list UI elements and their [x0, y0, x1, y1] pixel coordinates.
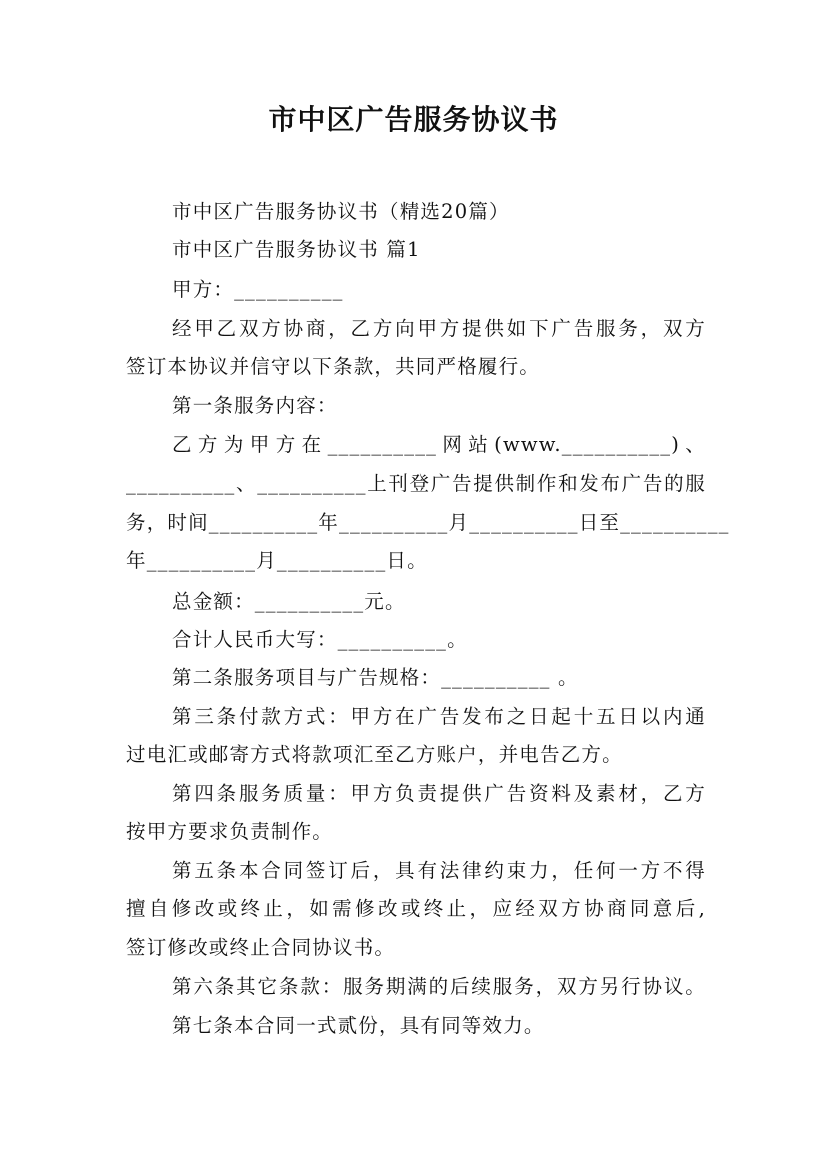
paragraph-line: 务，时间__________年__________月__________日至__________ — [126, 511, 730, 534]
paragraph-line: 乙方为甲方在__________网站(www.__________)、 — [172, 433, 706, 456]
paragraph-line: 签订修改或终止合同协议书。 — [126, 936, 396, 959]
section-heading: 市中区广告服务协议书 篇1 — [172, 238, 421, 261]
clause-line: 第二条服务项目与广告规格：__________ 。 — [172, 666, 579, 689]
subtitle-line: 市中区广告服务协议书（精选20篇） — [172, 200, 510, 223]
paragraph-line: __________、__________上刊登广告提供制作和发布广告的服 — [126, 472, 706, 495]
paragraph-line: 年__________月__________日。 — [126, 549, 428, 572]
paragraph-line: 过电汇或邮寄方式将款项汇至乙方账户，并电告乙方。 — [126, 743, 623, 766]
paragraph-line: 签订本协议并信守以下条款，共同严格履行。 — [126, 355, 541, 378]
paragraph-line: 擅自修改或终止，如需修改或终止，应经双方协商同意后, — [126, 897, 706, 920]
party-a-line: 甲方：__________ — [172, 278, 344, 301]
clause-line: 第五条本合同签订后，具有法律约束力，任何一方不得 — [172, 859, 706, 882]
clause-line: 第六条其它条款：服务期满的后续服务，双方另行协议。 — [172, 975, 706, 998]
paragraph-line: 按甲方要求负责制作。 — [126, 820, 334, 843]
clause-heading: 第一条服务内容： — [172, 394, 338, 417]
clause-line: 第四条服务质量：甲方负责提供广告资料及素材，乙方 — [172, 782, 706, 805]
clause-line: 第七条本合同一式贰份，具有同等效力。 — [172, 1014, 545, 1037]
amount-in-words-line: 合计人民币大写：__________。 — [172, 628, 468, 651]
total-amount-line: 总金额：__________元。 — [172, 590, 406, 613]
document-title: 市中区广告服务协议书 — [268, 103, 559, 136]
clause-line: 第三条付款方式：甲方在广告发布之日起十五日以内通 — [172, 705, 706, 728]
paragraph-line: 经甲乙双方协商，乙方向甲方提供如下广告服务，双方 — [172, 317, 706, 340]
